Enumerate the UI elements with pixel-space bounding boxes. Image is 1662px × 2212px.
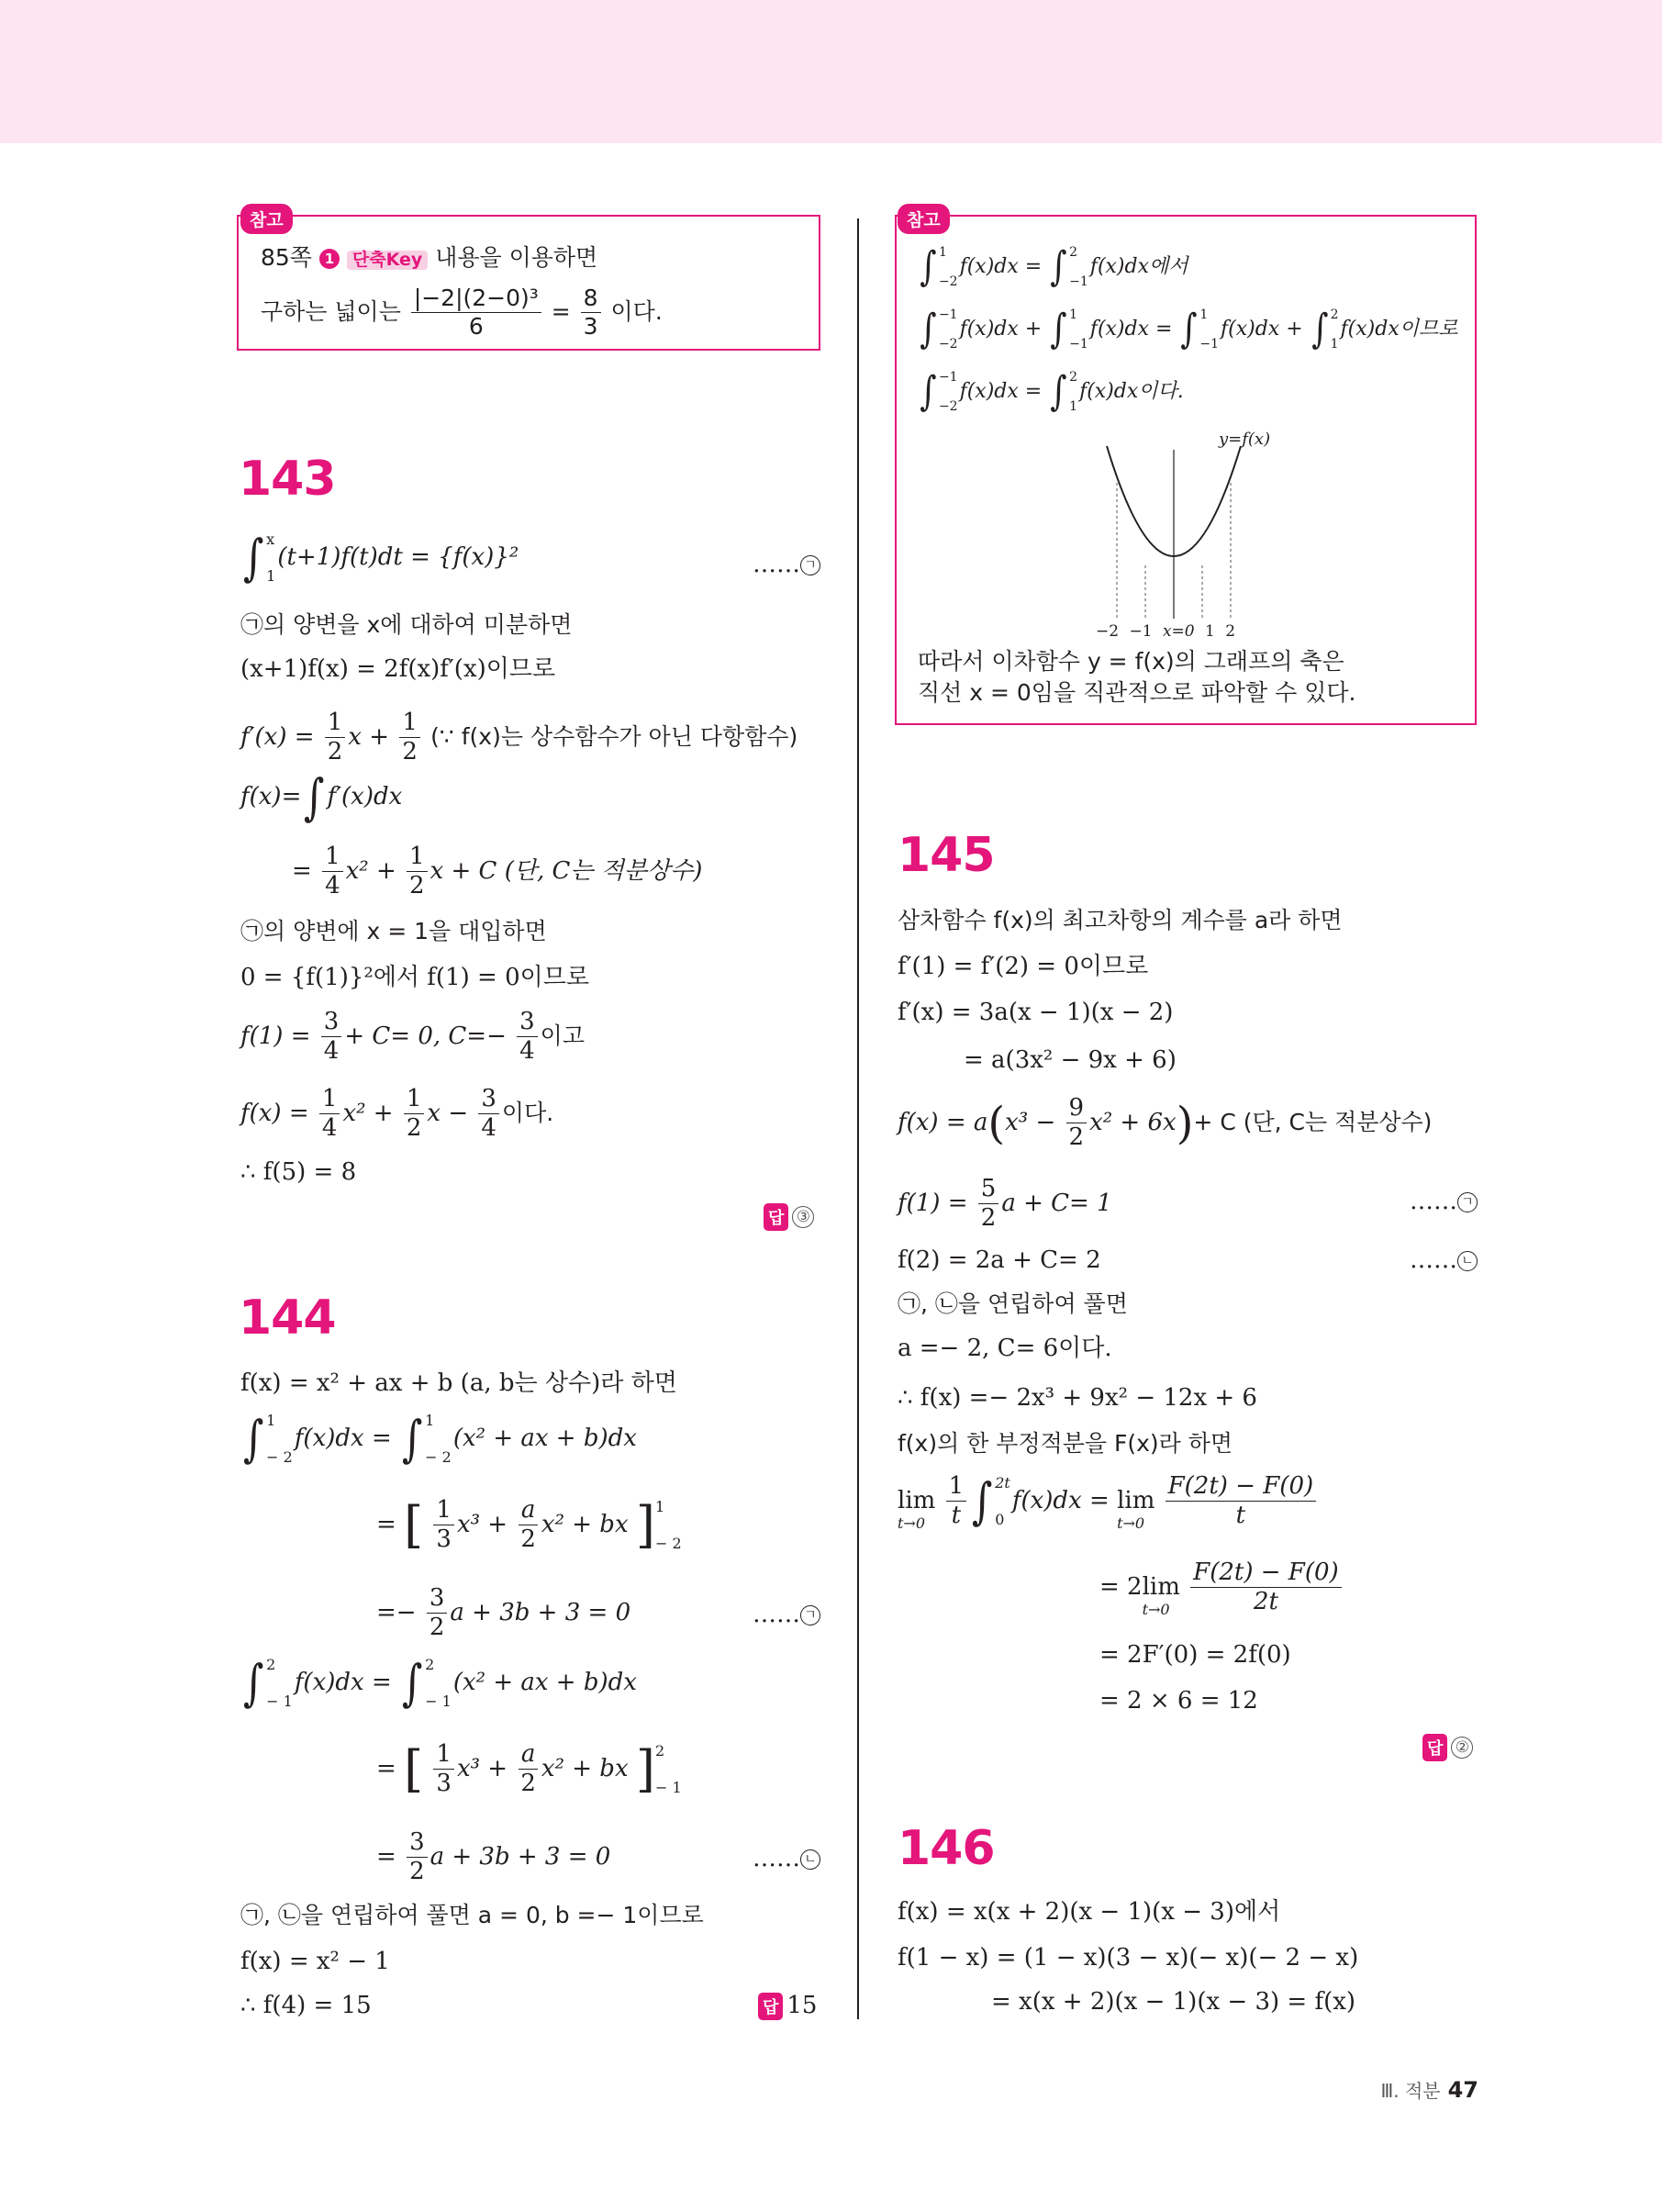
p143-line-9: f(1) = $\frac{3}{4}$ + C= 0, C=− $\frac{3}{4}$ 이고	[240, 1008, 585, 1066]
problem-number-144: 144	[239, 1290, 336, 1346]
graph-ticks: −2 −1 x=0 1 2	[1096, 622, 1236, 641]
p144-line-4: =− $\frac{3}{2}$ a + 3b + 3 = 0	[376, 1584, 631, 1642]
problem-number-146: 146	[898, 1821, 995, 1876]
p144-line-5: ∫ 2 − 1 f(x)dx = ∫ 2 − 1 (x² + ax + b)dx	[242, 1654, 637, 1712]
p145-line-1: 삼차함수 f(x)의 최고차항의 계수를 a라 하면	[898, 907, 1343, 933]
shortcut-key-badge: 단축Key	[347, 251, 428, 270]
p146-line-2: f(1 − x) = (1 − x)(3 − x)(− x)(− 2 − x)	[898, 1944, 1359, 1972]
p143-line-7: ㉠의 양변에 x = 1을 대입하면	[240, 918, 547, 944]
p145-line-6: f(1) = $\frac{5}{2}$ a + C= 1	[898, 1175, 1112, 1233]
p145-line-12: lim t→0 $\frac{1}{t}$ ∫ 2t 0 f(x)dx = lim t→0 $\frac{F(2t) - F(0)}{t}$	[898, 1474, 1319, 1529]
p145-line-3: f′(x) = 3a(x − 1)(x − 2)	[898, 999, 1174, 1026]
p143-line-8: 0 = {f(1)}²에서 f(1) = 0이므로	[240, 964, 589, 991]
p145-line-13: = 2lim t→0 $\frac{F(2t) - F(0)}{2t}$	[1099, 1560, 1344, 1615]
p143-line-11: ∴ f(5) = 8	[240, 1158, 357, 1186]
section-label: Ⅲ. 적분	[1380, 2080, 1441, 2102]
p144-line-6: = [ $\frac{1}{3}$ x³ + $\frac{a}{2}$ x² + bx ] 2 − 1	[376, 1739, 682, 1798]
p143-line-5: f(x)=∫ f′(x)dx	[240, 768, 403, 826]
graph-label: y=f(x)	[1219, 430, 1271, 449]
p144-line-1: f(x) = x² + ax + b (a, b는 상수)라 하면	[240, 1369, 677, 1397]
p145-line-14: = 2F′(0) = 2f(0)	[1099, 1641, 1291, 1669]
header-band	[0, 0, 1662, 143]
p144-line-2: ∫ 1 − 2 f(x)dx = ∫ 1 − 2 (x² + ax + b)dx	[242, 1410, 637, 1468]
reference-tag-right: 참고	[898, 204, 950, 234]
ref-right-line-3: ∫ −1 −2 f(x)dx = ∫ 2 1 f(x)dx이다.	[920, 368, 1184, 415]
parabola-graph	[1083, 428, 1276, 648]
p143-line-4: f′(x) = $\frac{1}{2}$ x + $\frac{1}{2}$ (∵ f(x)는 상수함수가 아닌 다항함수)	[240, 709, 798, 766]
p146-line-3: = x(x + 2)(x − 1)(x − 3) = f(x)	[991, 1988, 1356, 2016]
marker-a-144: …… ㄱ	[753, 1601, 820, 1628]
p145-answer: 답 ②	[1422, 1733, 1473, 1761]
marker-b-145: …… ㄴ	[1410, 1246, 1478, 1274]
p145-line-11: f(x)의 한 부정적분을 F(x)라 하면	[898, 1430, 1233, 1457]
page-number: 47	[1447, 2077, 1478, 2103]
p145-line-10: ∴ f(x) =− 2x³ + 9x² − 12x + 6	[898, 1384, 1257, 1412]
page-footer	[1380, 2076, 1478, 2103]
p145-line-2: f′(1) = f′(2) = 0이므로	[898, 953, 1149, 980]
p144-line-3: = [ $\frac{1}{3}$ x³ + $\frac{a}{2}$ x² + bx ] 1 − 2	[376, 1495, 682, 1554]
p143-answer: 답 ③	[764, 1202, 814, 1231]
p143-line-6: = $\frac{1}{4}$ x² + $\frac{1}{2}$ x + C (단, C는 적분상수)	[292, 843, 703, 900]
ref-right-line-2: ∫ −1 −2 f(x)dx + ∫ 1 −1 f(x)dx = ∫ 1 −1 f(x)dx + ∫ 2 1 f(x)dx이므로	[920, 306, 1458, 352]
p145-line-15: = 2 × 6 = 12	[1099, 1687, 1258, 1715]
area-fraction: $\frac{\text{|−2|(2−0)³}}{6}$	[411, 286, 541, 340]
marker-b-144: …… ㄴ	[753, 1845, 820, 1872]
p146-line-1: f(x) = x(x + 2)(x − 1)(x − 3)에서	[898, 1898, 1281, 1926]
p144-line-10: ∴ f(4) = 15	[240, 1992, 372, 2019]
marker-a-145: …… ㄱ	[1410, 1188, 1478, 1215]
p145-line-8: ㉠, ㉡을 연립하여 풀면	[898, 1290, 1128, 1317]
marker-a: …… ㄱ	[753, 551, 820, 578]
p145-line-4: = a(3x² − 9x + 6)	[964, 1046, 1177, 1074]
problem-number-143: 143	[239, 452, 336, 507]
p144-answer: 답 15	[758, 1992, 817, 2020]
p143-line-10: f(x) = $\frac{1}{4}$ x² + $\frac{1}{2}$ x − $\frac{3}{4}$ 이다.	[240, 1085, 554, 1143]
key-number-icon: 1	[319, 249, 340, 269]
p145-line-5: f(x) = a(x³ − $\frac{9}{2}$ x² + 6x)+ C (단, C는 적분상수)	[898, 1094, 1433, 1152]
ref-right-caption-2: 직선 x = 0임을 직관적으로 파악할 수 있다.	[918, 679, 1356, 706]
reference-line-2: 구하는 넓이는 $\frac{\text{|−2|(2−0)³}}{6}$ = $\frac{8}{3}$ 이다.	[261, 285, 663, 341]
p145-line-9: a =− 2, C= 6이다.	[898, 1335, 1112, 1362]
p144-line-7: = $\frac{3}{2}$ a + 3b + 3 = 0	[376, 1828, 611, 1886]
reference-line-1: 85쪽 1 단축Key 내용을 이용하면	[261, 244, 598, 271]
p145-line-7: f(2) = 2a + C= 2	[898, 1246, 1101, 1274]
problem-number-145: 145	[898, 828, 995, 883]
column-divider	[857, 218, 859, 2019]
ref-right-caption-1: 따라서 이차함수 y = f(x)의 그래프의 축은	[918, 648, 1344, 675]
p143-line-3: (x+1)f(x) = 2f(x)f′(x)이므로	[240, 655, 556, 683]
ref-right-line-1: ∫ 1 −2 f(x)dx = ∫ 2 −1 f(x)dx에서	[920, 243, 1188, 290]
p143-line-2: ㉠의 양변을 x에 대하여 미분하면	[240, 611, 573, 638]
p143-line-1: ∫ x 1 (t+1)f(t)dt = {f(x)}²	[242, 529, 519, 587]
p144-line-9: f(x) = x² − 1	[240, 1948, 390, 1975]
reference-tag: 참고	[240, 204, 293, 234]
p144-line-8: ㉠, ㉡을 연립하여 풀면 a = 0, b =− 1이므로	[240, 1902, 704, 1928]
